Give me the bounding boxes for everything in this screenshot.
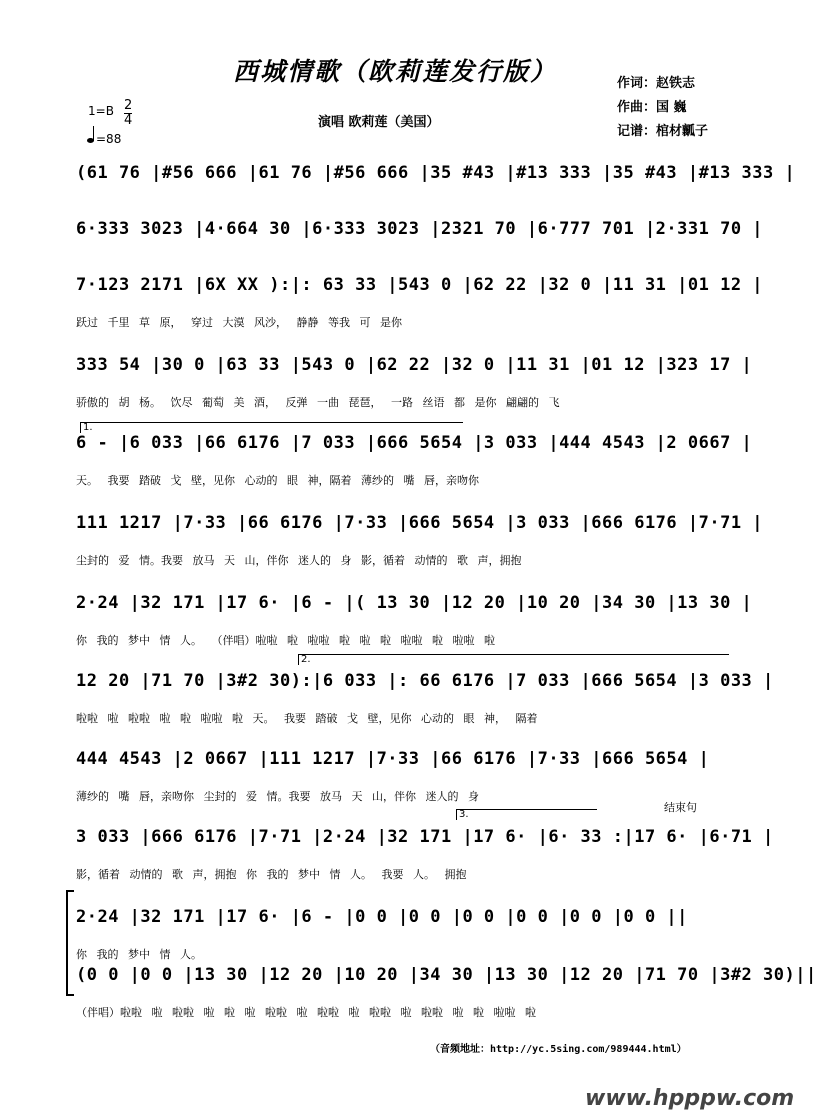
audio-link[interactable]: （音频地址：http://yc.5sing.com/989444.html） [430,1044,687,1055]
lyrics-line: 跃过 千里 草 原， 穿过 大漠 风沙， 静静 等我 可 是你 [76,316,402,329]
lyrics-line: 你 我的 梦中 情 人。 [76,948,202,961]
key-signature [88,98,133,128]
system-bracket [66,890,74,996]
notation-line: (61 76 |#56 666 |61 76 |#56 666 |35 #43 |#13 333 |35 #43 |#13 333 | [76,163,796,183]
notation-line: (0 0 |0 0 |13 30 |12 20 |10 20 |34 30 |13 30 |12 20 |71 70 |3#2 30)|| [76,965,817,985]
volta-bracket-2: 2. [298,654,729,665]
ending-mark: 结束句 [664,801,697,814]
lyrics-line: 尘封的 爱 情。我要 放马 天 山，伴你 迷人的 身 影，循着 动情的 歌 声，拥抱 [76,554,522,567]
notation-line: 12 20 |71 70 |3#2 30):|6 033 |: 66 6176 |7 033 |666 5654 |3 033 | [76,671,774,691]
notation-line: 444 4543 |2 0667 |111 1217 |7·33 |66 6176 |7·33 |666 5654 | [76,749,710,769]
transcriber: 记谱：棺材瓤子 [617,124,709,139]
notation-line: 2·24 |32 171 |17 6· |6 - |0 0 |0 0 |0 0 |0 0 |0 0 |0 0 || [76,907,688,927]
tempo-value: =88 [96,132,122,146]
lyrics-line: 天。 我要 踏破 戈 壁，见你 心动的 眼 神，隔着 薄纱的 嘴 唇，亲吻你 [76,474,479,487]
quarter-note-icon [87,138,94,143]
notation-line: 2·24 |32 171 |17 6· |6 - |( 13 30 |12 20 |10 20 |34 30 |13 30 | [76,593,753,613]
tempo-marking [87,132,121,146]
lyrics-line: （伴唱）啦啦 啦 啦啦 啦 啦 啦 啦啦 啦 啦啦 啦 啦啦 啦 啦啦 啦 啦 啦啦 啦 [76,1006,536,1019]
composer: 作曲：国 巍 [617,100,687,115]
lyrics-line: 你 我的 梦中 情 人。 （伴唱）啦啦 啦 啦啦 啦 啦 啦 啦啦 啦 啦啦 啦 [76,634,495,647]
notation-line: 3 033 |666 6176 |7·71 |2·24 |32 171 |17 6· |6· 33 :|17 6· |6·71 | [76,827,774,847]
beats-top: 2 [124,98,133,113]
performer: 演唱 欧莉莲（美国） [318,115,440,130]
notation-line: 6·333 3023 |4·664 30 |6·333 3023 |2321 70 |6·777 701 |2·331 70 | [76,219,764,239]
notation-line: 7·123 2171 |6X XX ):|: 63 33 |543 0 |62 22 |32 0 |11 31 |01 12 | [76,275,764,295]
watermark: www.hpppw.com [585,1086,795,1111]
notation-line: 111 1217 |7·33 |66 6176 |7·33 |666 5654 |3 033 |666 6176 |7·71 | [76,513,764,533]
volta-bracket-1: 1. [80,422,463,433]
song-title: 西城情歌（欧莉莲发行版） [232,57,557,86]
notation-line: 6 - |6 033 |66 6176 |7 033 |666 5654 |3 033 |444 4543 |2 0667 | [76,433,753,453]
lyrics-line: 影，循着 动情的 歌 声，拥抱 你 我的 梦中 情 人。 我要 人。 拥抱 [76,868,467,881]
beats-bottom: 4 [124,113,133,128]
lyrics-line: 薄纱的 嘴 唇，亲吻你 尘封的 爱 情。我要 放马 天 山，伴你 迷人的 身 [76,790,479,803]
lyrics-line: 骄傲的 胡 杨。 饮尽 葡萄 美 酒， 反弹 一曲 琵琶， 一路 丝语 都 是你 翩翩的 飞 [76,396,560,409]
key-label: 1=B [88,104,114,118]
volta-bracket-3: 3. [456,809,597,820]
notation-line: 333 54 |30 0 |63 33 |543 0 |62 22 |32 0 |11 31 |01 12 |323 17 | [76,355,753,375]
lyrics-line: 啦啦 啦 啦啦 啦 啦 啦啦 啦 天。 我要 踏破 戈 壁，见你 心动的 眼 神， 隔着 [76,712,538,725]
credits [617,72,708,144]
time-signature [124,100,132,127]
lyricist: 作词：赵铁志 [617,76,696,91]
